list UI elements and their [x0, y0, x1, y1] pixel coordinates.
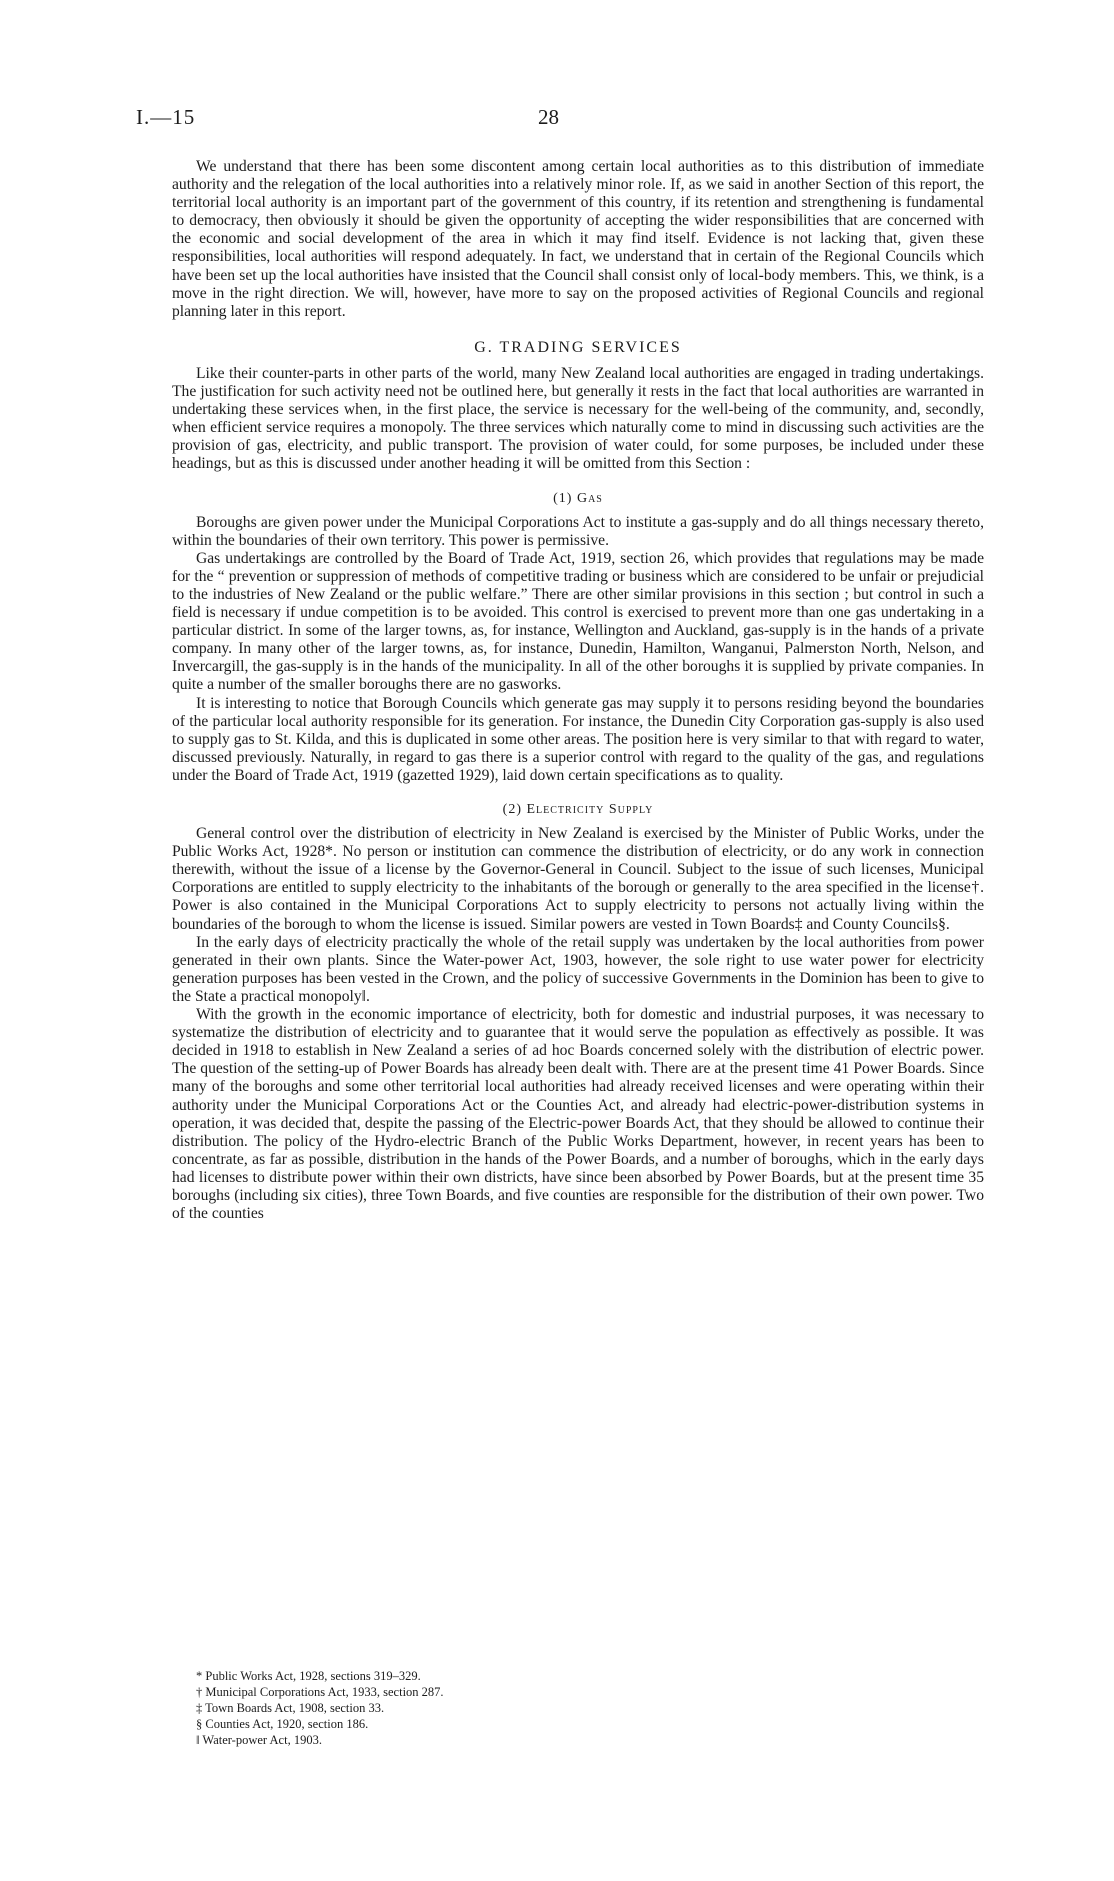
page-number: 28: [538, 105, 559, 129]
paragraph-power-boards: With the growth in the economic importance of electricity, both for domestic and industrial purposes, it was necessary to systematize the distribution of electricity and to guarantee that it would serve the population as effectively as possible. It was decided in 1918 to establish in New Zealand a series of ad hoc Boards concerned solely with the distribution of electric power. The question of the setting-up of Power Boards has already been dealt with. There are at the present time 41 Power Boards. Since many of the boroughs and some other territorial local authorities had already received licenses and were operating within their authority under the Municipal Corporations Act or the Counties Act, and already had electric-power-distribution systems in operation, it was decided that, despite the passing of the Electric-power Boards Act, that they should be allowed to continue their distribution. The policy of the Hydro-electric Branch of the Public Works Department, however, in recent years has been to concentrate, as far as possible, distribution in the hands of the Power Boards, and a number of boroughs, which in the early days had licenses to distribute power within their own districts, have since been absorbed by Power Boards, but at the present time 35 boroughs (including six cities), three Town Boards, and five counties are responsible for the distribution of their own power. Two of the counties: [172, 1006, 984, 1223]
paragraph-gas-power: Boroughs are given power under the Municipal Corporations Act to institute a gas-supply and do all things necessary thereto, within the boundaries of their own territory. This power is permissive.: [172, 513, 984, 549]
document-reference: I.—15: [136, 105, 196, 129]
footnote: † Municipal Corporations Act, 1933, section 287.: [196, 1685, 444, 1699]
section-heading-trading-services: G. TRADING SERVICES: [474, 338, 682, 356]
paragraph-electricity-early-days: In the early days of electricity practically the whole of the retail supply was undertaken by the local authorities from power generated in their own plants. Since the Water-power Act, 1903, however, the sole right to use water power for electricity generation purposes has been vested in the Crown, and the policy of successive Governments in the Dominion has been to give to the State a practical monopoly‖.: [172, 933, 984, 1005]
paragraph-trading-intro: Like their counter-parts in other parts of the world, many New Zealand local authorities are engaged in trading undertakings. The justification for such activity need not be outlined here, but generally it rests in the fact that local authorities are warranted in undertaking these services when, in the first place, the service is necessary for the well-being of the community, and, secondly, when efficient service requires a monopoly. The three services which naturally come to mind in discussing such activities are the provision of gas, electricity, and public transport. The provision of water could, for some purposes, be included under these headings, but as this is discussed under another heading it will be omitted from this Section :: [172, 364, 984, 473]
paragraph-gas-control: Gas undertakings are controlled by the Board of Trade Act, 1919, section 26, which provides that regulations may be made for the “ prevention or suppression of methods of competitive trading or business which are considered to be unfair or prejudicial to the industries of New Zealand or the public welfare.” There are other similar provisions in this section ; but control in such a field is necessary if undue competition is to be avoided. This control is exercised to prevent more than one gas undertaking in a particular district. In some of the larger towns, as, for instance, Wellington and Auckland, gas-supply is in the hands of a private company. In many other of the larger towns, as, for instance, Dunedin, Hamilton, Wanganui, Palmerston North, Nelson, and Invercargill, the gas-supply is in the hands of the municipality. In all of the other boroughs it is supplied by private companies. In quite a number of the smaller boroughs there are no gasworks.: [172, 549, 984, 694]
footnote: § Counties Act, 1920, section 186.: [196, 1717, 369, 1731]
footnote: * Public Works Act, 1928, sections 319–329.: [196, 1669, 421, 1683]
subheading-gas: (1) Gas: [553, 490, 603, 506]
subheading-electricity-supply: (2) Electricity Supply: [502, 802, 654, 817]
page-body: [172, 158, 984, 1223]
paragraph-regional-councils: We understand that there has been some discontent among certain local authorities as to this distribution of immediate authority and the relegation of the local authorities into a relatively minor role. If, as we said in another Section of this report, the territorial local authority is an important part of the government of this country, if its retention and strengthening is fundamental to democracy, then obviously it should be given the opportunity of accepting the wider responsibilities that are concerned with the economic and social development of the area in which it may find itself. Evidence is not lacking that, given these responsibilities, local authorities will respond adequately. In fact, we understand that in certain of the Regional Councils which have been set up the local authorities have insisted that the Council shall consist only of local-body members. This, we think, is a move in the right direction. We will, however, have more to say on the proposed activities of Regional Councils and regional planning later in this report.: [172, 158, 984, 320]
footnote: ‡ Town Boards Act, 1908, section 33.: [196, 1701, 385, 1715]
paragraph-electricity-control: General control over the distribution of electricity in New Zealand is exercised by the Minister of Public Works, under the Public Works Act, 1928*. No person or institution can commence the distribution of electricity, or do any work in connection therewith, without the issue of a license by the Governor-General in Council. Subject to the issue of such licenses, Municipal Corporations are entitled to supply electricity to the inhabitants of the borough or generally to the area specified in the license†. Power is also contained in the Municipal Corporations Act to supply electricity to persons not actually living within the boundaries of the borough to whom the license is issued. Similar powers are vested in Town Boards‡ and County Councils§.: [172, 825, 984, 933]
footnotes: [196, 1668, 444, 1748]
footnote: ‖ Water-power Act, 1903.: [196, 1733, 322, 1747]
paragraph-gas-supply-beyond: It is interesting to notice that Borough Councils which generate gas may supply it to persons residing beyond the boundaries of the particular local authority responsible for its generation. For instance, the Dunedin City Corporation gas-supply is also used to supply gas to St. Kilda, and this is duplicated in some other areas. The position here is very similar to that with regard to water, discussed previously. Naturally, in regard to gas there is a superior control with regard to the quality of the gas, and regulations under the Board of Trade Act, 1919 (gazetted 1929), laid down certain specifications as to quality.: [172, 694, 984, 784]
